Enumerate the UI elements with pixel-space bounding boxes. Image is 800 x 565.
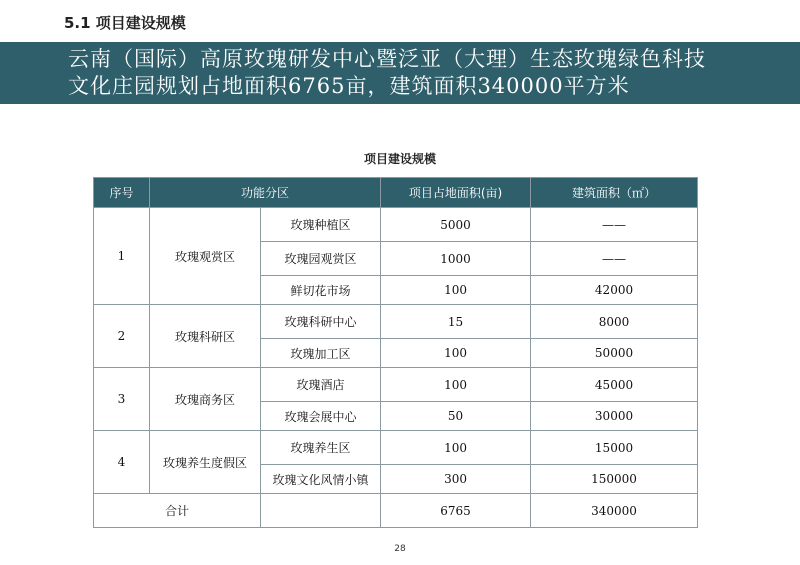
building-area: 45000 [531, 368, 698, 402]
sub-zone: 玫瑰会展中心 [261, 402, 381, 431]
land-area: 100 [381, 368, 531, 402]
sub-zone: 玫瑰养生区 [261, 431, 381, 465]
group-index: 3 [94, 368, 150, 431]
group-index: 2 [94, 305, 150, 368]
total-land-area: 6765 [381, 494, 531, 528]
table-row [94, 208, 698, 242]
banner-line-2: 文化庄园规划占地面积6765亩，建筑面积340000平方米 [68, 74, 630, 98]
banner-line-1: 云南（国际）高原玫瑰研发中心暨泛亚（大理）生态玫瑰绿色科技 [68, 47, 706, 71]
building-area: —— [531, 242, 698, 276]
sub-zone: 玫瑰园观赏区 [261, 242, 381, 276]
total-row [94, 494, 698, 528]
group-zone: 玫瑰商务区 [150, 368, 261, 431]
sub-zone: 玫瑰科研中心 [261, 305, 381, 339]
group-zone: 玫瑰科研区 [150, 305, 261, 368]
title-banner [0, 42, 800, 104]
sub-zone: 玫瑰加工区 [261, 339, 381, 368]
sub-zone: 玫瑰文化风情小镇 [261, 465, 381, 494]
land-area: 1000 [381, 242, 531, 276]
page-number: 28 [394, 544, 406, 554]
group-index: 1 [94, 208, 150, 305]
table-row [94, 368, 698, 402]
group-zone: 玫瑰养生度假区 [150, 431, 261, 494]
land-area: 5000 [381, 208, 531, 242]
total-label: 合计 [94, 494, 261, 528]
land-area: 300 [381, 465, 531, 494]
total-sub-empty [261, 494, 381, 528]
building-area: 30000 [531, 402, 698, 431]
building-area: —— [531, 208, 698, 242]
building-area: 8000 [531, 305, 698, 339]
table-header-row [94, 178, 698, 208]
group-zone: 玫瑰观赏区 [150, 208, 261, 305]
land-area: 50 [381, 402, 531, 431]
table-caption: 项目建设规模 [363, 152, 436, 166]
building-area: 42000 [531, 276, 698, 305]
land-area: 15 [381, 305, 531, 339]
land-area: 100 [381, 276, 531, 305]
building-area: 15000 [531, 431, 698, 465]
header-index: 序号 [94, 178, 150, 208]
building-area: 150000 [531, 465, 698, 494]
land-area: 100 [381, 431, 531, 465]
construction-scale-table [93, 177, 698, 528]
total-building-area: 340000 [531, 494, 698, 528]
sub-zone: 玫瑰酒店 [261, 368, 381, 402]
table-row [94, 305, 698, 339]
building-area: 50000 [531, 339, 698, 368]
header-land-area: 项目占地面积(亩) [381, 178, 531, 208]
header-zone: 功能分区 [150, 178, 381, 208]
group-index: 4 [94, 431, 150, 494]
header-building-area: 建筑面积（㎡） [531, 178, 698, 208]
table-row [94, 431, 698, 465]
sub-zone: 玫瑰种植区 [261, 208, 381, 242]
sub-zone: 鲜切花市场 [261, 276, 381, 305]
section-title: 5.1 项目建设规模 [64, 14, 186, 32]
land-area: 100 [381, 339, 531, 368]
